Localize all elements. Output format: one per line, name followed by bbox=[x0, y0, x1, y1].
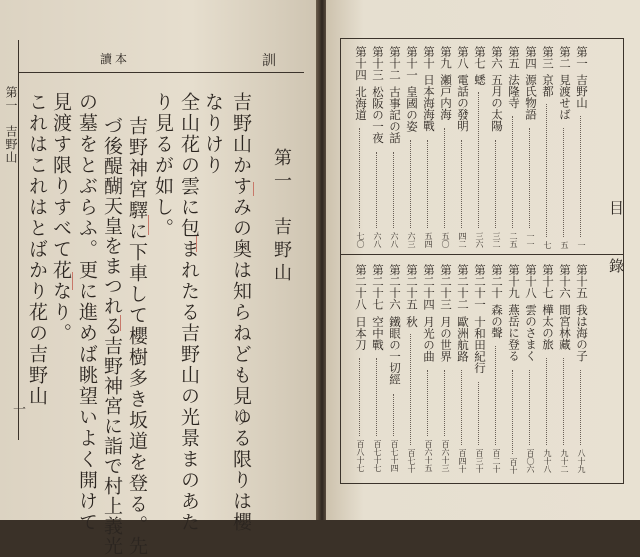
toc-entry-title[interactable]: 古事記の話 bbox=[388, 86, 402, 144]
toc-entry-title[interactable]: 五月の太陽 bbox=[490, 74, 504, 132]
toc-leader-dots bbox=[410, 140, 411, 228]
toc-entry-number: 第二十四 bbox=[422, 264, 436, 310]
toc-entry-number: 第二十 bbox=[490, 264, 504, 299]
toc-leader-dots bbox=[512, 370, 513, 454]
verse-line-3: 全山花の雲に包まれたる吉野山の光景まのあた bbox=[178, 92, 200, 533]
toc-entry-title[interactable]: 鐵眼の一切經 bbox=[388, 316, 402, 385]
toc-entry-number: 第二十一 bbox=[473, 264, 487, 310]
toc-entry-title[interactable]: 樺太の旅 bbox=[541, 304, 555, 350]
toc-leader-dots bbox=[359, 128, 360, 228]
toc-entry-title[interactable]: 法隆寺 bbox=[507, 74, 521, 109]
toc-entry-page: 百〇六 bbox=[526, 449, 535, 473]
toc-entry-number: 第二十七 bbox=[371, 264, 385, 310]
toc-entry-page: 六三 bbox=[407, 232, 416, 248]
toc-entry-page: 七 bbox=[543, 241, 552, 249]
toc-leader-dots bbox=[563, 358, 564, 445]
toc-entry-number: 第十 bbox=[422, 46, 436, 69]
page-folio: 一 bbox=[10, 402, 25, 415]
left-page bbox=[0, 0, 318, 557]
toc-entry-number: 第十七 bbox=[541, 264, 555, 299]
toc-leader-dots bbox=[393, 152, 394, 228]
toc-entry-title[interactable]: 我は海の子 bbox=[575, 304, 589, 362]
pencil-mark bbox=[72, 272, 73, 290]
toc-entry-title[interactable]: 見渡せば bbox=[558, 74, 572, 120]
toc-entry-number: 第十九 bbox=[507, 264, 521, 299]
toc-entry-title[interactable]: 松阪の一夜 bbox=[371, 86, 385, 144]
toc-leader-dots bbox=[461, 140, 462, 228]
toc-leader-dots bbox=[495, 140, 496, 228]
toc-divider bbox=[340, 254, 624, 255]
toc-leader-dots bbox=[478, 92, 479, 228]
toc-entry-page: 三二 bbox=[492, 232, 501, 248]
toc-entry-title[interactable]: 蟋 bbox=[473, 74, 487, 86]
toc-entry-number: 第十八 bbox=[524, 264, 538, 299]
toc-entry-number: 第二 bbox=[558, 46, 572, 69]
toc-leader-dots bbox=[546, 358, 547, 445]
toc-entry-number: 第十五 bbox=[575, 264, 589, 299]
toc-entry-number: 第四 bbox=[524, 46, 538, 69]
side-header: 第一 吉野山 bbox=[4, 86, 18, 164]
running-head-left: 讀本 bbox=[100, 52, 131, 66]
toc-entry-number: 第十一 bbox=[405, 46, 419, 81]
toc-leader-dots bbox=[410, 334, 411, 445]
toc-entry-number: 第二十三 bbox=[439, 264, 453, 310]
toc-entry-page: 六八 bbox=[390, 232, 399, 248]
toc-entry-page: 九十二 bbox=[560, 449, 569, 473]
toc-entry-title[interactable]: 雲のさまく bbox=[524, 304, 538, 362]
toc-entry-title[interactable]: 燕岳に登る bbox=[507, 304, 521, 362]
toc-entry-title[interactable]: 北海道 bbox=[354, 86, 368, 121]
pencil-mark bbox=[253, 182, 254, 196]
toc-entry-page: 百六十三 bbox=[441, 440, 450, 472]
toc-entry-page: 五〇 bbox=[441, 232, 450, 248]
toc-entry-title[interactable]: 日本刀 bbox=[354, 316, 368, 351]
toc-entry-page: 五 bbox=[560, 241, 569, 249]
toc-leader-dots bbox=[427, 140, 428, 228]
toc-entry-title[interactable]: 吉野山 bbox=[575, 74, 589, 109]
toc-entry-number: 第十三 bbox=[371, 46, 385, 81]
right-page bbox=[326, 0, 640, 520]
running-head-right: 訓 bbox=[262, 53, 276, 69]
pencil-mark bbox=[196, 236, 197, 252]
toc-entry-number: 第七 bbox=[473, 46, 487, 69]
toc-entry-page: 百七十 bbox=[407, 449, 416, 473]
toc-entry-page: 四二 bbox=[458, 232, 467, 248]
toc-leader-dots bbox=[444, 370, 445, 436]
toc-leader-dots bbox=[427, 370, 428, 436]
toc-entry-title[interactable]: 月の世界 bbox=[439, 316, 453, 362]
verse-line-2: なりけり bbox=[202, 92, 224, 176]
toc-entry-title[interactable]: 空中戰 bbox=[371, 316, 385, 351]
toc-entry-number: 第一 bbox=[575, 46, 589, 69]
toc-leader-dots bbox=[376, 358, 377, 436]
toc-entry-page: 五四 bbox=[424, 232, 433, 248]
toc-entry-number: 第九 bbox=[439, 46, 453, 69]
toc-leader-dots bbox=[580, 370, 581, 445]
toc-leader-dots bbox=[495, 346, 496, 445]
toc-entry-title[interactable]: 秋 bbox=[405, 316, 419, 328]
toc-entry-page: 百三十 bbox=[475, 449, 484, 473]
toc-leader-dots bbox=[529, 370, 530, 445]
toc-entry-number: 第十六 bbox=[558, 264, 572, 299]
toc-entry-number: 第三 bbox=[541, 46, 555, 69]
toc-entry-page: 二五 bbox=[509, 232, 518, 248]
toc-entry-number: 第十二 bbox=[388, 46, 402, 81]
toc-entry-title[interactable]: 瀬戸内海 bbox=[439, 74, 453, 120]
side-rule bbox=[18, 40, 19, 440]
lesson-title: 第一 吉野山 bbox=[271, 148, 292, 286]
toc-leader-dots bbox=[359, 358, 360, 436]
toc-entry-page: 百八十七 bbox=[356, 440, 365, 472]
toc-leader-dots bbox=[393, 394, 394, 436]
pencil-mark bbox=[148, 215, 149, 235]
toc-entry-page: 百四十 bbox=[458, 449, 467, 473]
pencil-mark bbox=[120, 315, 121, 331]
toc-entry-title[interactable]: 源氏物語 bbox=[524, 74, 538, 120]
verse-line-9: これはこれはとばかり花の吉野山 bbox=[26, 92, 48, 407]
verse-line-1: 吉野山かすみの奥は知らねども見ゆる限りは櫻 bbox=[230, 92, 252, 533]
toc-entry-number: 第十四 bbox=[354, 46, 368, 81]
toc-leader-dots bbox=[376, 152, 377, 228]
toc-leader-dots bbox=[444, 128, 445, 228]
toc-leader-dots bbox=[529, 128, 530, 228]
toc-entry-number: 第二十二 bbox=[456, 264, 470, 310]
toc-entry-title[interactable]: 月光の曲 bbox=[422, 316, 436, 362]
toc-entry-number: 第二十八 bbox=[354, 264, 368, 310]
toc-entry-number: 第六 bbox=[490, 46, 504, 69]
toc-entry-page: 百二十 bbox=[492, 449, 501, 473]
toc-entry-number: 第二十五 bbox=[405, 264, 419, 310]
verse-line-4: り見るが如し。 bbox=[152, 92, 174, 239]
toc-entry-title[interactable]: 日本海海戰 bbox=[422, 74, 436, 132]
toc-entry-title[interactable]: 皇國の姿 bbox=[405, 86, 419, 132]
toc-entry-number: 第八 bbox=[456, 46, 470, 69]
toc-entry-page: 一一 bbox=[526, 232, 535, 248]
verse-line-6: づ後醍醐天皇をまつれる吉野神宮に詣で村上義光 bbox=[101, 116, 123, 556]
toc-entry-page: 百七十七 bbox=[373, 440, 382, 472]
toc-leader-dots bbox=[478, 382, 479, 445]
toc-entry-page: 三六 bbox=[475, 232, 484, 248]
toc-entry-number: 第二十六 bbox=[388, 264, 402, 310]
toc-leader-dots bbox=[512, 116, 513, 228]
toc-leader-dots bbox=[563, 128, 564, 237]
toc-leader-dots bbox=[580, 116, 581, 237]
toc-heading: 目 錄 bbox=[607, 200, 625, 287]
toc-entry-title[interactable]: 京都 bbox=[541, 74, 555, 97]
toc-entry-page: 百七十四 bbox=[390, 440, 399, 472]
verse-line-7: の墓をとぶらふ。更に進めば眺望いよく開けて bbox=[76, 92, 98, 533]
toc-entry-page: 一 bbox=[577, 241, 586, 249]
toc-entry-number: 第五 bbox=[507, 46, 521, 69]
toc-leader-dots bbox=[546, 104, 547, 237]
toc-entry-page: 六八 bbox=[373, 232, 382, 248]
toc-entry-title[interactable]: 電話の發明 bbox=[456, 74, 470, 132]
toc-entry-page: 九十八 bbox=[543, 449, 552, 473]
toc-entry-title[interactable]: 森の聲 bbox=[490, 304, 504, 339]
toc-entry-page: 七〇 bbox=[356, 232, 365, 248]
verse-line-8: 見渡す限りすべて花なり。 bbox=[50, 92, 72, 344]
toc-leader-dots bbox=[461, 370, 462, 445]
toc-entry-page: 八十九 bbox=[577, 449, 586, 473]
toc-entry-title[interactable]: 十和田紀行 bbox=[473, 316, 487, 374]
toc-entry-title[interactable]: 歐洲航路 bbox=[456, 316, 470, 362]
toc-entry-page: 百十 bbox=[509, 458, 518, 474]
toc-entry-title[interactable]: 間宮林藏 bbox=[558, 304, 572, 350]
toc-entry-page: 百六十五 bbox=[424, 440, 433, 472]
verse-line-5: 吉野神宮驛に下車して櫻樹多き坂道を登る。先 bbox=[126, 116, 148, 557]
